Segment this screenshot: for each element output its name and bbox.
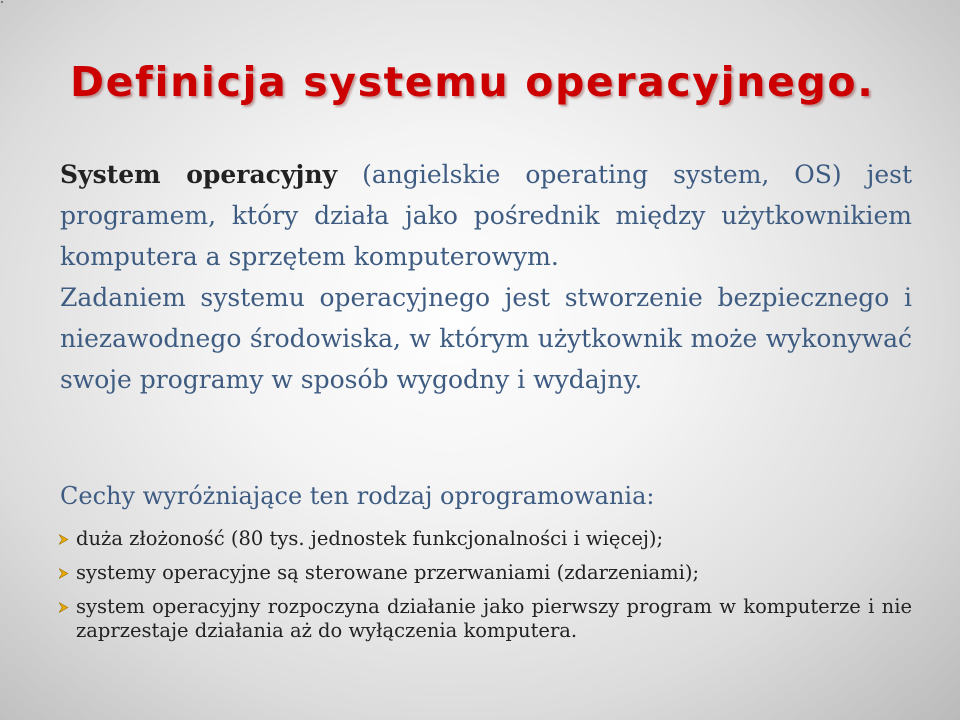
feature-item [58, 527, 912, 551]
slide-title: Definicja systemu operacyjnego. [70, 58, 875, 106]
corner-dot [1, 1, 3, 3]
bullet-arrow-icon [58, 568, 69, 579]
bullet-arrow-icon [58, 534, 69, 545]
definition-text: (angielskie operating system, OS) jest programem, który działa jako pośrednik między użytkownikiem komputera a sprzętem komputerowym. [60, 160, 912, 271]
feature-text: system operacyjny rozpoczyna działanie jako pierwszy program w komputerze i nie zaprzestaje działania aż do wyłączenia komputera. [76, 595, 912, 642]
feature-item [58, 595, 912, 643]
feature-text: systemy operacyjne są sterowane przerwaniami (zdarzeniami); [76, 561, 700, 584]
feature-item [58, 561, 912, 585]
definition-paragraph [60, 154, 912, 277]
purpose-paragraph: Zadaniem systemu operacyjnego jest stworzenie bezpiecznego i niezawodnego środowiska, w którym użytkownik może wykonywać swoje programy w sposób wygodny i wydajny. [60, 283, 912, 394]
bullet-arrow-icon [58, 602, 69, 613]
feature-text: duża złożoność (80 tys. jednostek funkcjonalności i więcej); [76, 527, 664, 550]
features-heading: Cechy wyróżniające ten rodzaj oprogramowania: [60, 482, 655, 510]
features-list [58, 527, 912, 653]
defined-term: System operacyjny [60, 160, 338, 189]
